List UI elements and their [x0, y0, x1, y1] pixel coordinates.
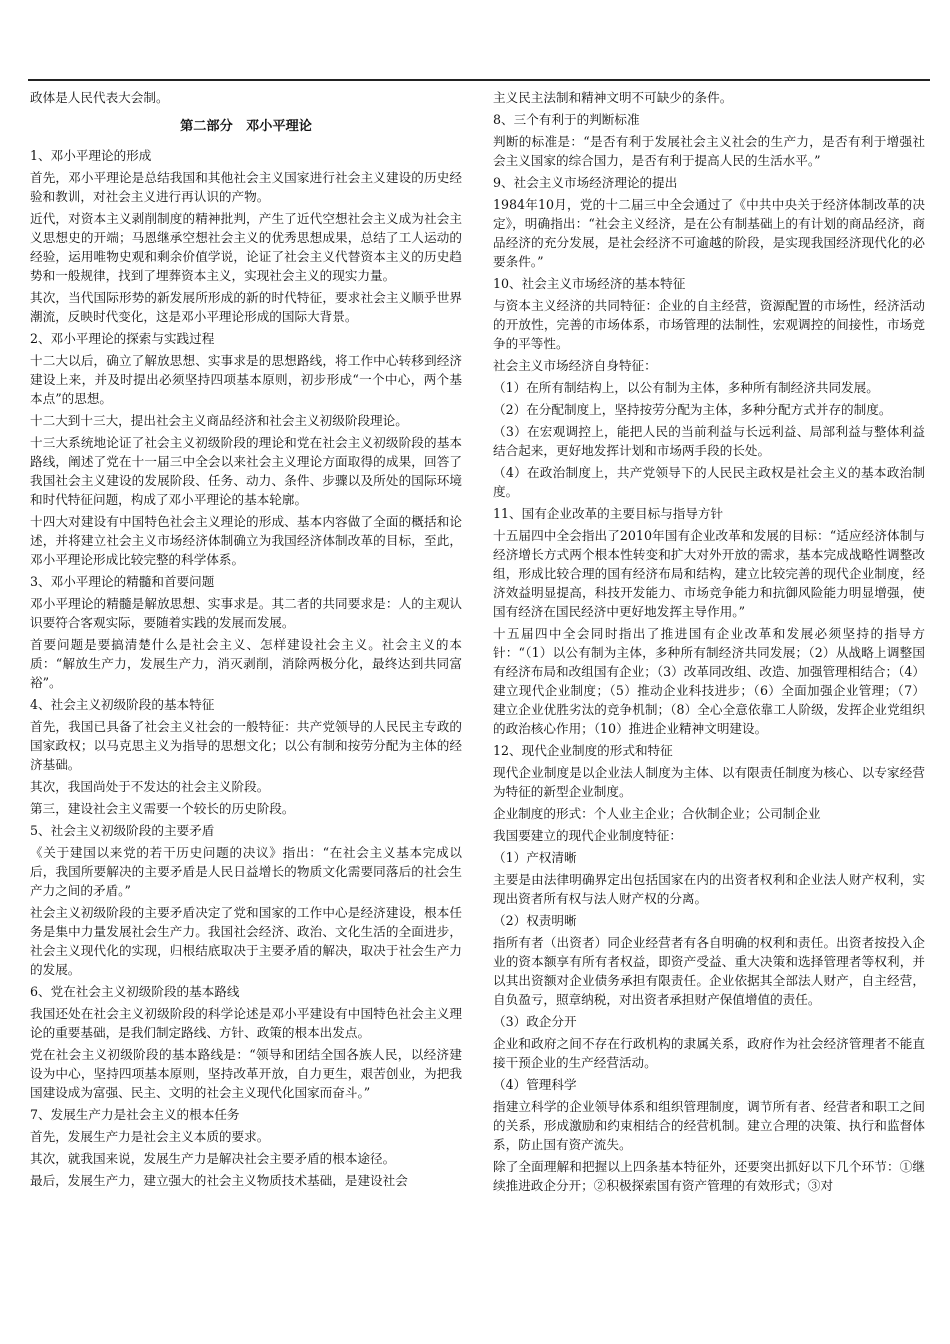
right-column: [493, 88, 925, 1198]
paragraph: 首要问题是要搞清楚什么是社会主义、怎样建设社会主义。社会主义的本质：“解放生产力，发展生产力，消灭剥削，消除两极分化，最终达到共同富裕”。: [30, 637, 462, 690]
paragraph: 其次，就我国来说，发展生产力是解决社会主要矛盾的根本途径。: [30, 1151, 396, 1166]
paragraph: （3）在宏观调控上，能把人民的当前利益与长远利益、局部利益与整体利益结合起来，更好地发挥计划和市场两手段的长处。: [493, 424, 925, 458]
paragraph: 主义民主法制和精神文明不可缺少的条件。: [493, 90, 733, 105]
paragraph: 首先，发展生产力是社会主义本质的要求。: [30, 1129, 270, 1144]
section-heading: 6、党在社会主义初级阶段的基本路线: [30, 984, 240, 999]
left-blocks: [30, 146, 462, 1190]
paragraph: 与资本主义经济的共同特征：企业的自主经营，资源配置的市场性，经济活动的开放性，完善的市场体系，市场管理的法制性，宏观调控的间接性，市场竞争的平等性。: [493, 298, 925, 351]
paragraph: 除了全面理解和把握以上四条基本特征外，还要突出抓好以下几个环节：①继续推进政企分开；②积极探索国有资产管理的有效形式；③对: [493, 1159, 925, 1193]
paragraph: 十五届四中全会指出了2010年国有企业改革和发展的目标：“适应经济体制与经济增长方式两个根本性转变和扩大对外开放的需求，基本完成战略性调整改组，形成比较合理的国有经济布局和结构，建立比较完善的现代企业制度，经济效益明显提高，科技开发能力、市场竞争能力和抗御风险能力明显增强，使国有经济在国民经济中更好地发挥主导作用。”: [493, 528, 925, 619]
paragraph: 首先，我国已具备了社会主义社会的一般特征：共产党领导的人民民主专政的国家政权；以马克思主义为指导的思想文化；以公有制和按劳分配为主体的经济基础。: [30, 719, 462, 772]
section-heading: 9、社会主义市场经济理论的提出: [493, 175, 678, 190]
paragraph: 党在社会主义初级阶段的基本路线是：“领导和团结全国各族人民，以经济建设为中心，坚持四项基本原则，坚持改革开放，自力更生，艰苦创业，为把我国建设成为富强、民主、文明的社会主义现代化国家而奋斗。”: [30, 1047, 462, 1100]
paragraph: （2）在分配制度上，坚持按劳分配为主体，多种分配方式并存的制度。: [493, 402, 892, 417]
section-heading: 7、发展生产力是社会主义的根本任务: [30, 1107, 240, 1122]
paragraph: 十二大以后，确立了解放思想、实事求是的思想路线，将工作中心转移到经济建设上来，并及时提出必须坚持四项基本原则，初步形成“一个中心，两个基本点”的思想。: [30, 353, 462, 406]
section-heading: 2、邓小平理论的探索与实践过程: [30, 331, 215, 346]
paragraph: 指建立科学的企业领导体系和组织管理制度，调节所有者、经营者和职工之间的关系，形成激励和约束相结合的经营机制。建立合理的决策、执行和监督体系，防止国有资产流失。: [493, 1099, 925, 1152]
paragraph: 首先，邓小平理论是总结我国和其他社会主义国家进行社会主义建设的历史经验和教训，对社会主义进行再认识的产物。: [30, 170, 462, 204]
left-column: [30, 88, 462, 1193]
section-heading: 5、社会主义初级阶段的主要矛盾: [30, 823, 215, 838]
paragraph: 社会主义市场经济自身特征：: [493, 358, 657, 373]
paragraph: 十二大到十三大，提出社会主义商品经济和社会主义初级阶段理论。: [30, 413, 408, 428]
paragraph: 最后，发展生产力，建立强大的社会主义物质技术基础，是建设社会: [30, 1173, 408, 1188]
paragraph: 主要是由法律明确界定出包括国家在内的出资者权利和企业法人财产权利，实现出资者所有权与法人财产权的分离。: [493, 872, 925, 906]
paragraph: （3）政企分开: [493, 1014, 577, 1029]
header-rule: [28, 79, 930, 81]
paragraph: （4）在政治制度上，共产党领导下的人民民主政权是社会主义的基本政治制度。: [493, 465, 925, 499]
paragraph: （1）产权清晰: [493, 850, 577, 865]
section-heading: 3、邓小平理论的精髓和首要问题: [30, 574, 215, 589]
paragraph: 我国还处在社会主义初级阶段的科学论述是邓小平建设有中国特色社会主义理论的重要基础，是我们制定路线、方针、政策的根本出发点。: [30, 1006, 462, 1040]
section-heading: 8、三个有利于的判断标准: [493, 112, 640, 127]
paragraph: 邓小平理论的精髓是解放思想、实事求是。其二者的共同要求是：人的主观认识要符合客观实际，要随着实践的发展而发展。: [30, 596, 462, 630]
part-title: 第二部分 邓小平理论: [180, 119, 312, 134]
section-heading: 4、社会主义初级阶段的基本特征: [30, 697, 215, 712]
paragraph: 判断的标准是：“是否有利于发展社会主义社会的生产力，是否有利于增强社会主义国家的综合国力，是否有利于提高人民的生活水平。”: [493, 134, 925, 168]
paragraph: 其次，我国尚处于不发达的社会主义阶段。: [30, 779, 270, 794]
paragraph: 十四大对建设有中国特色社会主义理论的形成、基本内容做了全面的概括和论述，并将建立社会主义市场经济体制确立为我国经济体制改革的目标，至此，邓小平理论形成比较完整的科学体系。: [30, 514, 462, 567]
paragraph: （1）在所有制结构上，以公有制为主体，多种所有制经济共同发展。: [493, 380, 879, 395]
paragraph: 企业制度的形式：个人业主企业；合伙制企业；公司制企业: [493, 806, 821, 821]
paragraph: 企业和政府之间不存在行政机构的隶属关系，政府作为社会经济管理者不能直接干预企业的生产经营活动。: [493, 1036, 925, 1070]
paragraph: 我国要建立的现代企业制度特征：: [493, 828, 682, 843]
section-heading: 12、现代企业制度的形式和特征: [493, 743, 673, 758]
paragraph: 其次，当代国际形势的新发展所形成的新的时代特征，要求社会主义顺乎世界潮流，反映时代变化，这是邓小平理论形成的国际大背景。: [30, 290, 462, 324]
paragraph: 近代，对资本主义剥削制度的精神批判，产生了近代空想社会主义成为社会主义思想史的开端；马恩继承空想社会主义的优秀思想成果，总结了工人运动的经验，运用唯物史观和剩余价值学说，论证了社会主义代替资本主义的历史趋势和一般规律，找到了埋葬资本主义，实现社会主义的现实力量。: [30, 211, 462, 283]
paragraph: 1984年10月，党的十二届三中全会通过了《中共中央关于经济体制改革的决定》，明确指出：“社会主义经济，是在公有制基础上的有计划的商品经济，商品经济的充分发展，是社会经济不可逾越的阶段，是实现我国经济现代化的必要条件。”: [493, 197, 925, 269]
paragraph: 《关于建国以来党的若干历史问题的决议》指出：“在社会主义基本完成以后，我国所要解决的主要矛盾是人民日益增长的物质文化需要同落后的社会生产力之间的矛盾。”: [30, 845, 462, 898]
paragraph: 指所有者（出资者）同企业经营者有各自明确的权利和责任。出资者按投入企业的资本额享有所有者权益，即资产受益、重大决策和选择管理者等权利，并以其出资额对企业债务承担有限责任。企业依据其全部法人财产，自主经营，自负盈亏，照章纳税，对出资者承担财产保值增值的责任。: [493, 935, 925, 1007]
section-heading: 1、邓小平理论的形成: [30, 148, 152, 163]
paragraph: （2）权责明晰: [493, 913, 577, 928]
section-heading: 10、社会主义市场经济的基本特征: [493, 276, 686, 291]
paragraph: 十三大系统地论证了社会主义初级阶段的理论和党在社会主义初级阶段的基本路线，阐述了党在十一届三中全会以来社会主义理论方面取得的成果，回答了我国社会主义建设的发展阶段、任务、动力、条件、步骤以及所处的国际环境和时代特征问题，构成了邓小平理论的基本轮廓。: [30, 435, 462, 507]
paragraph: 现代企业制度是以企业法人制度为主体、以有限责任制度为核心、以专家经营为特征的新型企业制度。: [493, 765, 925, 799]
paragraph: 第三，建设社会主义需要一个较长的历史阶段。: [30, 801, 295, 816]
paragraph: （4）管理科学: [493, 1077, 577, 1092]
paragraph: 十五届四中全会同时指出了推进国有企业改革和发展必须坚持的指导方针：“（1）以公有制为主体，多种所有制经济共同发展；（2）从战略上调整国有经济布局和改组国有企业；（3）改革同改组、改造、加强管理相结合；（4）建立现代企业制度；（5）推动企业科技进步；（6）全面加强企业管理；（7）建立企业优胜劣汰的竞争机制；（8）全心全意依靠工人阶级，发挥企业党组织的政治核心作用；（10）推进企业精神文明建设。: [493, 626, 925, 736]
left-top-line: 政体是人民代表大会制。: [30, 90, 169, 105]
paragraph: 社会主义初级阶段的主要矛盾决定了党和国家的工作中心是经济建设，根本任务是集中力量发展社会生产力。我国社会经济、政治、文化生活的全面进步，社会主义现代化的实现，归根结底取决于主要矛盾的解决，取决于社会生产力的发展。: [30, 905, 462, 977]
section-heading: 11、国有企业改革的主要目标与指导方针: [493, 506, 724, 521]
right-blocks: [493, 88, 925, 1195]
